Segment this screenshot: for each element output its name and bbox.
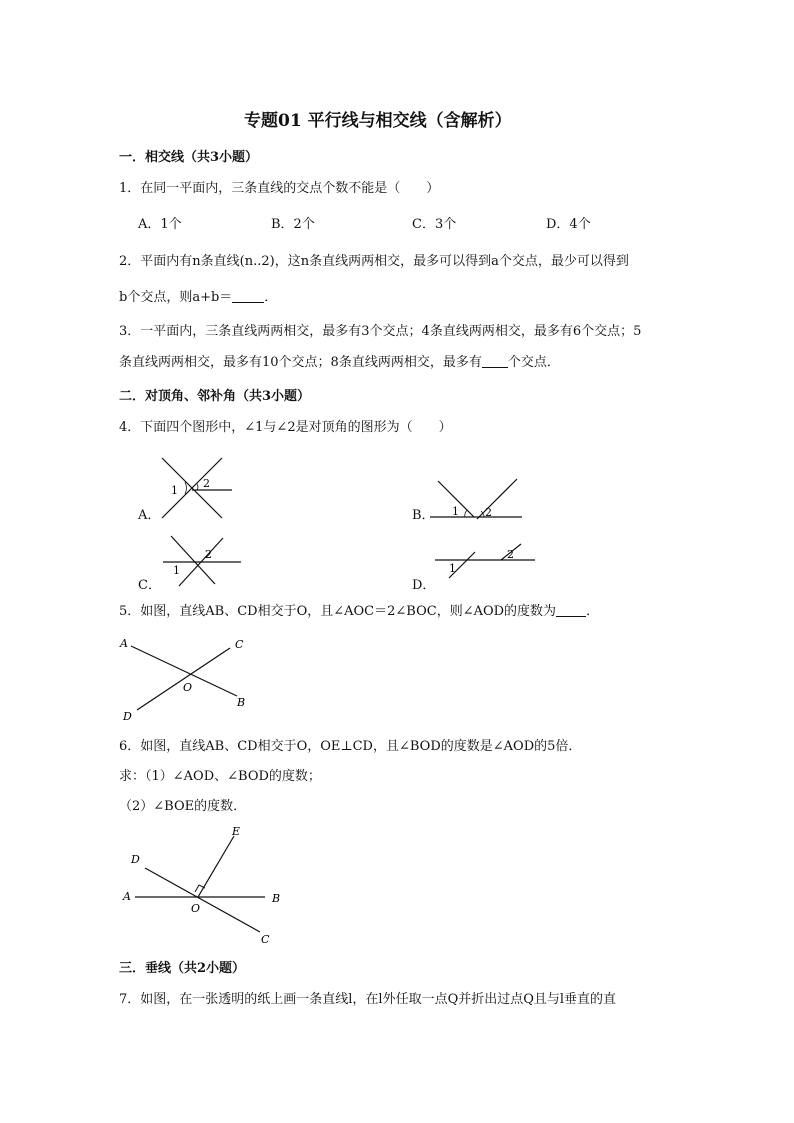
figure-5 <box>115 630 260 725</box>
angle-label-2: 2 <box>507 548 514 561</box>
question-4-option-a: A． <box>138 508 161 523</box>
answer-blank[interactable] <box>482 355 508 368</box>
figure-4a <box>150 450 250 525</box>
angle-label-1: 1 <box>171 484 178 497</box>
question-3-line-2-end: 个交点． <box>507 355 560 370</box>
question-1-option-d: D．4个 <box>546 217 591 232</box>
question-5-stem-end: ． <box>586 604 600 619</box>
angle-label-2: 2 <box>203 477 210 490</box>
question-6-ask-1: 求：（1）∠AOD、∠BOD的度数； <box>119 769 321 784</box>
point-label-o: O <box>183 681 193 694</box>
figure-4b <box>425 475 535 525</box>
angle-label-1: 1 <box>452 505 459 518</box>
angle-label-2: 2 <box>205 548 212 561</box>
question-3-line-1: 3．一平面内，三条直线两两相交，最多有3个交点；4条直线两两相交，最多有6个交点；5 <box>119 324 642 339</box>
point-label-o: O <box>191 902 201 915</box>
figure-6 <box>115 822 290 947</box>
question-2-line-2 <box>119 288 277 308</box>
figure-4d <box>435 538 540 583</box>
question-4-option-b: B． <box>412 508 435 523</box>
angle-label-1: 1 <box>173 564 180 577</box>
question-2-line-1: 2．平面内有n条直线(n..2)，这n条直线两两相交，最多可以得到a个交点，最少可以得到 <box>119 254 629 269</box>
question-1-option-a: A．1个 <box>138 217 182 232</box>
figure-4c <box>155 530 255 590</box>
question-4-stem: 4．下面四个图形中，∠1与∠2是对顶角的图形为（ ） <box>119 420 452 435</box>
point-label-c: C <box>261 933 270 946</box>
question-2-line-2-text: b个交点，则a+b＝ <box>119 290 233 305</box>
point-label-d: D <box>131 853 140 866</box>
question-3-line-2-text: 条直线两两相交，最多有10个交点；8条直线两两相交，最多有 <box>119 355 482 370</box>
point-label-b: B <box>237 696 246 709</box>
question-4-option-c: C． <box>138 578 161 593</box>
question-7-stem: 7．如图，在一张透明的纸上画一条直线l，在l外任取一点Q并折出过点Q且与l垂直的直 <box>119 992 617 1007</box>
line-cd <box>145 868 260 932</box>
angle-label-2: 2 <box>485 506 492 519</box>
point-label-b: B <box>272 892 281 905</box>
point-label-e: E <box>232 825 241 838</box>
angle-arc <box>197 484 198 490</box>
point-label-a: A <box>123 890 131 903</box>
section-heading-1: 一．相交线（共3小题） <box>119 150 259 165</box>
answer-blank[interactable] <box>232 290 264 303</box>
line-cd <box>137 648 230 710</box>
question-5-stem <box>119 602 599 622</box>
angle-arc <box>185 482 187 494</box>
ray-oe <box>198 836 234 897</box>
question-6-ask-2: （2）∠BOE的度数． <box>119 799 247 814</box>
point-label-d: D <box>123 710 132 723</box>
section-heading-3: 三．垂线（共2小题） <box>119 961 246 976</box>
page-title: 专题01 平行线与相交线（含解析） <box>244 111 512 131</box>
question-2-line-2-end: ． <box>264 290 278 305</box>
question-5-stem-text: 5．如图，直线AB、CD相交于O，且∠AOC＝2∠BOC，则∠AOD的度数为 <box>119 604 557 619</box>
angle-arc <box>465 510 467 517</box>
point-label-a: A <box>120 637 128 650</box>
point-label-c: C <box>235 638 244 651</box>
question-3-line-2 <box>119 353 560 373</box>
answer-blank[interactable] <box>556 604 586 617</box>
question-1-option-b: B．2个 <box>271 217 315 232</box>
question-6-stem: 6．如图，直线AB、CD相交于O，OE⊥CD，且∠BOD的度数是∠AOD的5倍． <box>119 739 582 754</box>
question-4-option-d: D． <box>412 578 436 593</box>
question-1-option-c: C．3个 <box>412 217 457 232</box>
angle-label-1: 1 <box>449 562 456 575</box>
question-1-stem: 1．在同一平面内，三条直线的交点个数不能是（ ） <box>119 181 440 196</box>
section-heading-2: 二．对顶角、邻补角（共3小题） <box>119 389 311 404</box>
